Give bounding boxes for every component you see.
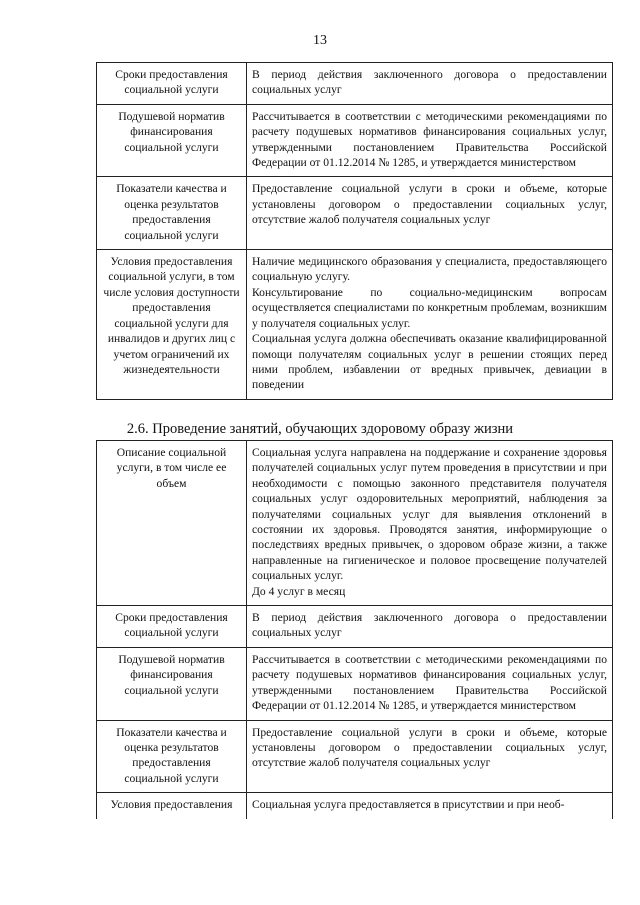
row-value-terms <box>247 606 613 648</box>
row-value-terms <box>247 63 613 105</box>
table-row <box>97 720 613 793</box>
table-row <box>97 177 613 250</box>
table-row <box>97 63 613 105</box>
row-paragraph: Наличие медицинского образования у специалиста, предоставляющего социальную услугу. <box>252 255 607 284</box>
row-paragraph: В период действия заключенного договора о предоставлении социальных услуг <box>252 611 607 640</box>
row-paragraph: Социальная услуга направлена на поддержание и сохранение здоровья получателей социальных услуг путем проведения в присутствии и при необходимости с помощью законного представителя получателя социальных услуг оздоровительных мероприятий, наблюдения за получателями социальных услуг для выявления отклонений в состоянии их здоровья. Проводятся занятия, информирующие о последствиях вредных привычек, о здоровом образе жизни, а также направленные на гигиеническое и половое просвещение получателей социальных услуг. <box>252 446 607 583</box>
row-paragraph: Предоставление социальной услуги в сроки и объеме, которые установлены договором о предоставлении социальных услуг, отсутствие жалоб получателя социальных услуг <box>252 725 607 770</box>
service-table-bottom <box>96 440 613 819</box>
row-paragraph: Предоставление социальной услуги в сроки и объеме, которые установлены договором о предоставлении социальных услуг, отсутствие жалоб получателя социальных услуг <box>252 182 607 227</box>
row-label-description: Описание социальной услуги, в том числе ее объем <box>97 441 247 606</box>
table-row <box>97 647 613 720</box>
row-label-conditions: Условия предоставления социальной услуги, в том числе условия доступности предоставления социальной услуги для инвалидов и других лиц с учетом ограничений их жизнедеятельности <box>97 250 247 400</box>
row-paragraph: Консультирование по социально-медицинским вопросам осуществляется специалистами по конкретным проблемам, возникшим у получателя социальных услуг. <box>252 285 607 330</box>
row-label-funding-norm: Подушевой норматив финансирования социальной услуги <box>97 647 247 720</box>
row-label-funding-norm: Подушевой норматив финансирования социальной услуги <box>97 104 247 177</box>
row-label-terms: Сроки предоставления социальной услуги <box>97 606 247 648</box>
row-value-conditions <box>247 793 613 819</box>
service-table-top <box>96 62 613 400</box>
row-value-quality-indicators <box>247 720 613 793</box>
row-paragraph: В период действия заключенного договора о предоставлении социальных услуг <box>252 68 607 97</box>
row-label-quality-indicators: Показатели качества и оценка результатов предоставления социальной услуги <box>97 177 247 250</box>
row-paragraph: До 4 услуг в месяц <box>252 584 346 598</box>
table-row <box>97 104 613 177</box>
row-paragraph: Социальная услуга должна обеспечивать оказание квалифицированной помощи получателям социальных услуг в решении стоящих перед ними проблем, избавлении от вредных привычек, девиации в поведении <box>252 332 607 392</box>
row-label-quality-indicators: Показатели качества и оценка результатов предоставления социальной услуги <box>97 720 247 793</box>
table-row <box>97 250 613 400</box>
table-row <box>97 441 613 606</box>
row-label-conditions: Условия предоставления <box>97 793 247 819</box>
table-row <box>97 606 613 648</box>
row-value-funding-norm <box>247 647 613 720</box>
table-row <box>97 793 613 819</box>
row-paragraph: Рассчитывается в соответствии с методическими рекомендациями по расчету подушевых нормативов финансирования социальных услуг, утвержденными постановлением Правительства Российской Федерации от 01.12.2014 № 1285, и утверждается министерством <box>252 109 607 170</box>
page-number: 13 <box>313 33 327 48</box>
row-value-quality-indicators <box>247 177 613 250</box>
row-value-conditions <box>247 250 613 400</box>
row-value-description <box>247 441 613 606</box>
row-paragraph: Социальная услуга предоставляется в присутствии и при необ- <box>252 798 565 812</box>
row-label-terms: Сроки предоставления социальной услуги <box>97 63 247 105</box>
row-paragraph: Рассчитывается в соответствии с методическими рекомендациями по расчету подушевых нормативов финансирования социальных услуг, утвержденными постановлением Правительства Российской Федерации от 01.12.2014 № 1285, и утверждается министерством <box>252 652 607 713</box>
row-value-funding-norm <box>247 104 613 177</box>
section-title: 2.6. Проведение занятий, обучающих здоровому образу жизни <box>126 421 514 437</box>
